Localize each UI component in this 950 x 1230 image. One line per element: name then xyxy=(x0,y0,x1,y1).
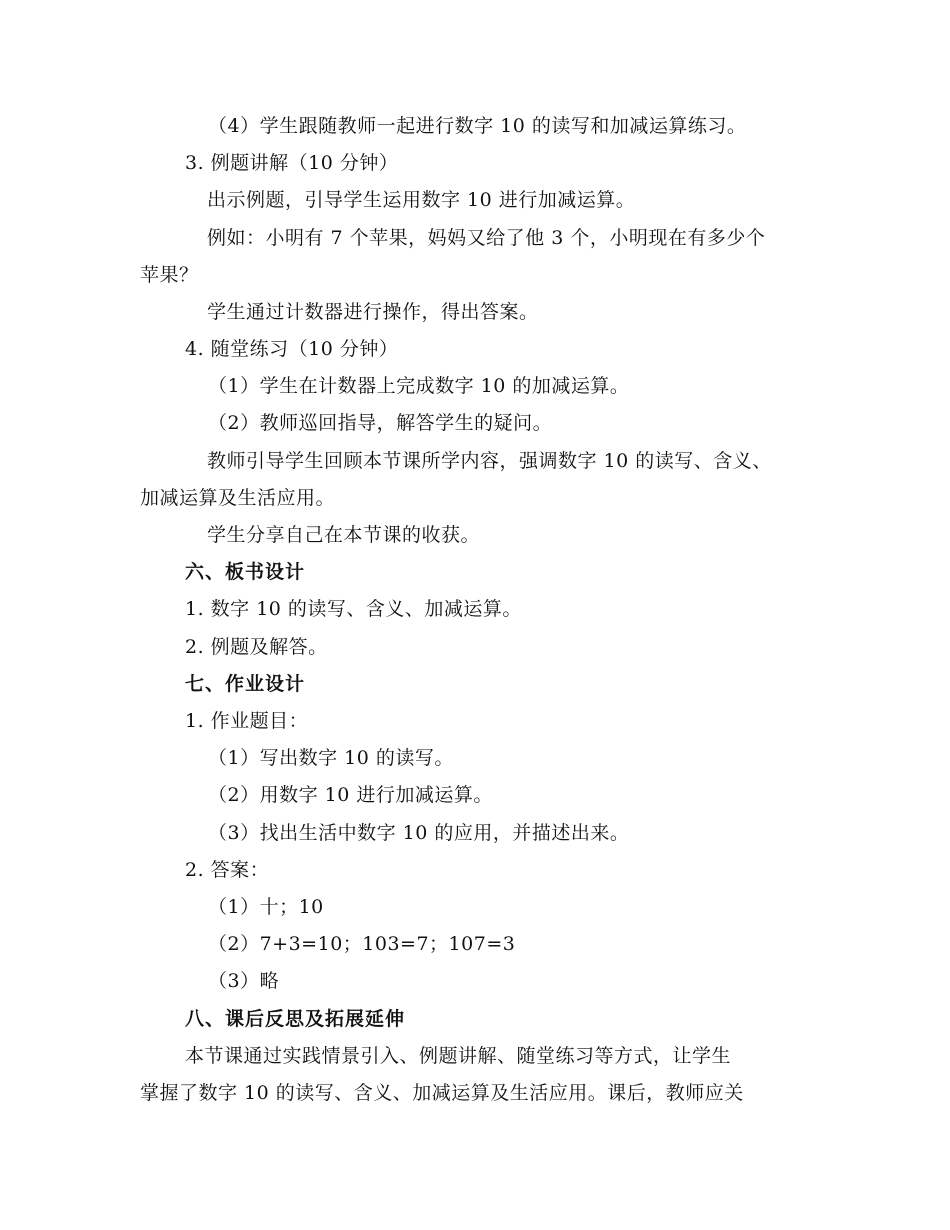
text-line-practice-2: （2）教师巡回指导，解答学生的疑问。 xyxy=(208,412,553,434)
heading-reflection: 八、课后反思及拓展延伸 xyxy=(185,1008,406,1030)
text-line-homework-2: （2）用数字 10 进行加减运算。 xyxy=(208,784,493,806)
text-line-homework-1: （1）写出数字 10 的读写。 xyxy=(208,747,454,769)
text-line-share: 学生分享自己在本节课的收获。 xyxy=(207,524,481,546)
text-line-board-1: 1. 数字 10 的读写、含义、加减运算。 xyxy=(185,598,522,620)
text-line-reflection-2: 掌握了数字 10 的读写、含义、加减运算及生活应用。课后，教师应关 xyxy=(140,1082,744,1104)
text-line-section-4-title: 4. 随堂练习（10 分钟） xyxy=(185,338,399,360)
text-line-example-problem-cont: 苹果？ xyxy=(140,264,199,286)
text-line-example-intro: 出示例题，引导学生运用数字 10 进行加减运算。 xyxy=(207,189,636,211)
text-line-board-2: 2. 例题及解答。 xyxy=(185,636,328,658)
text-line-reflection-1: 本节课通过实践情景引入、例题讲解、随堂练习等方式，让学生 xyxy=(185,1045,732,1067)
text-line-answer-3: （3）略 xyxy=(208,970,280,992)
heading-board-design: 六、板书设计 xyxy=(185,561,306,583)
text-line-homework-3: （3）找出生活中数字 10 的应用，并描述出来。 xyxy=(208,822,630,844)
text-line-section-3-title: 3. 例题讲解（10 分钟） xyxy=(185,152,399,174)
text-line-activity-4: （4）学生跟随教师一起进行数字 10 的读写和加减运算练习。 xyxy=(208,115,747,137)
text-line-review: 教师引导学生回顾本节课所学内容，强调数字 10 的读写、含义、 xyxy=(207,450,772,472)
text-line-homework-title: 1. 作业题目： xyxy=(185,710,309,732)
text-line-example-problem: 例如：小明有 7 个苹果，妈妈又给了他 3 个，小明现在有多少个 xyxy=(207,227,766,249)
text-line-practice-1: （1）学生在计数器上完成数字 10 的加减运算。 xyxy=(208,375,630,397)
text-line-example-answer: 学生通过计数器进行操作，得出答案。 xyxy=(207,301,539,323)
text-line-answer-1: （1）十；10 xyxy=(208,896,324,918)
text-line-answers-title: 2. 答案： xyxy=(185,859,270,881)
text-line-review-cont: 加减运算及生活应用。 xyxy=(140,487,336,509)
text-line-answer-2: （2）7+3=10；103=7；107=3 xyxy=(208,933,516,955)
heading-homework-design: 七、作业设计 xyxy=(185,673,306,695)
